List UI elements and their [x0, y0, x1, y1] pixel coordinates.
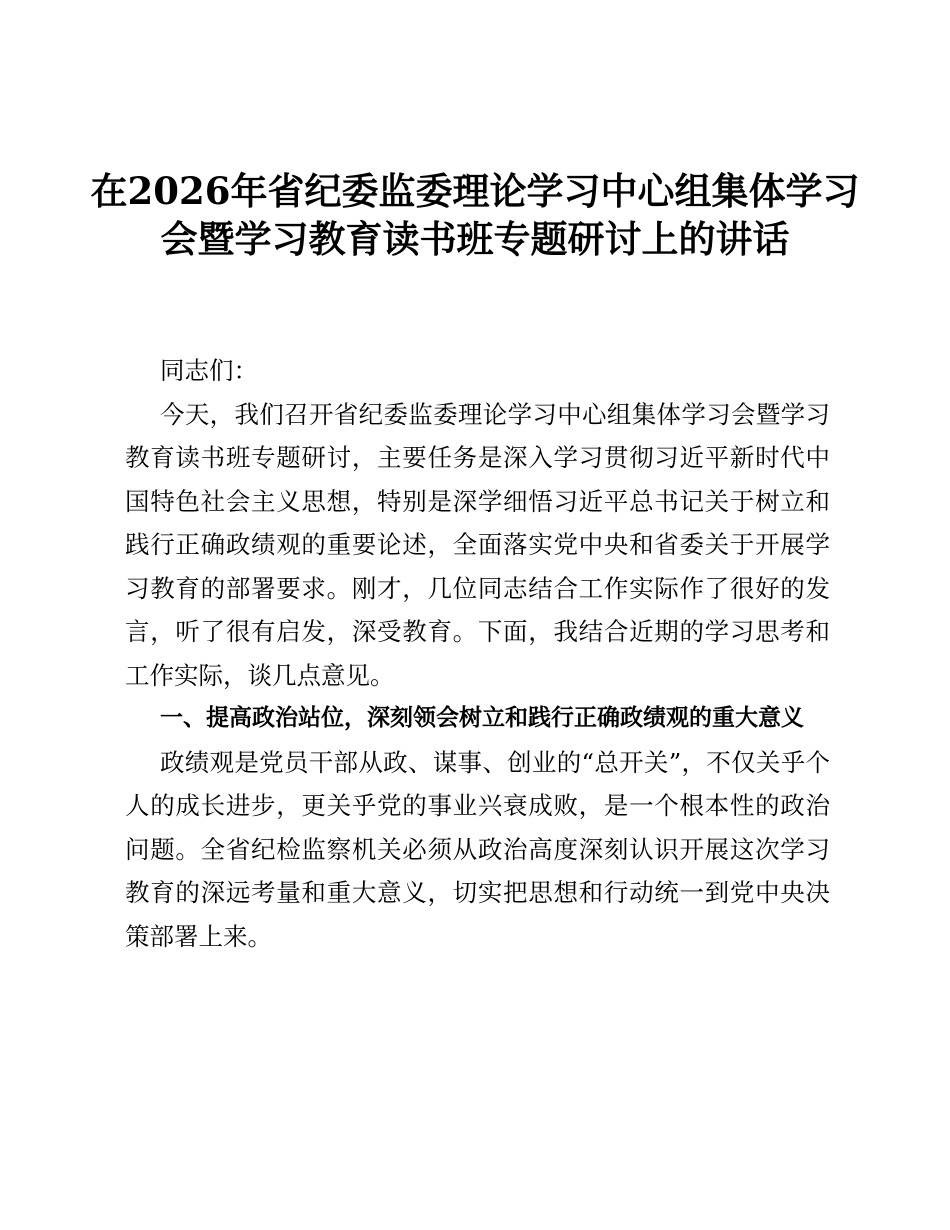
document-title-line-2: 会暨学习教育读书班专题研讨上的讲话	[160, 217, 790, 261]
document-body	[125, 349, 830, 958]
greeting: 同志们：	[160, 356, 258, 385]
document-title-line-1: 在2026年省纪委监委理论学习中心组集体学习	[90, 169, 860, 213]
paragraph-intro: 今天，我们召开省纪委监委理论学习中心组集体学习会暨学习教育读书班专题研讨，主要任务是深入学习贯彻习近平新时代中国特色社会主义思想，特别是深学细悟习近平总书记关于树立和践行正确政绩观的重要论述，全面落实党中央和省委关于开展学习教育的部署要求。刚才，几位同志结合工作实际作了很好的发言，听了很有启发，深受教育。下面，我结合近期的学习思考和工作实际，谈几点意见。	[125, 399, 830, 690]
paragraph-section-1: 政绩观是党员干部从政、谋事、创业的“总开关”，不仅关乎个人的成长进步，更关乎党的事业兴衰成败，是一个根本性的政治问题。全省纪检监察机关必须从政治高度深刻认识开展这次学习教育的深远考量和重大意义，切实把思想和行动统一到党中央决策部署上来。	[125, 747, 830, 951]
section-heading-1: 一、提高政治站位，深刻领会树立和践行正确政绩观的重大意义	[160, 705, 804, 731]
